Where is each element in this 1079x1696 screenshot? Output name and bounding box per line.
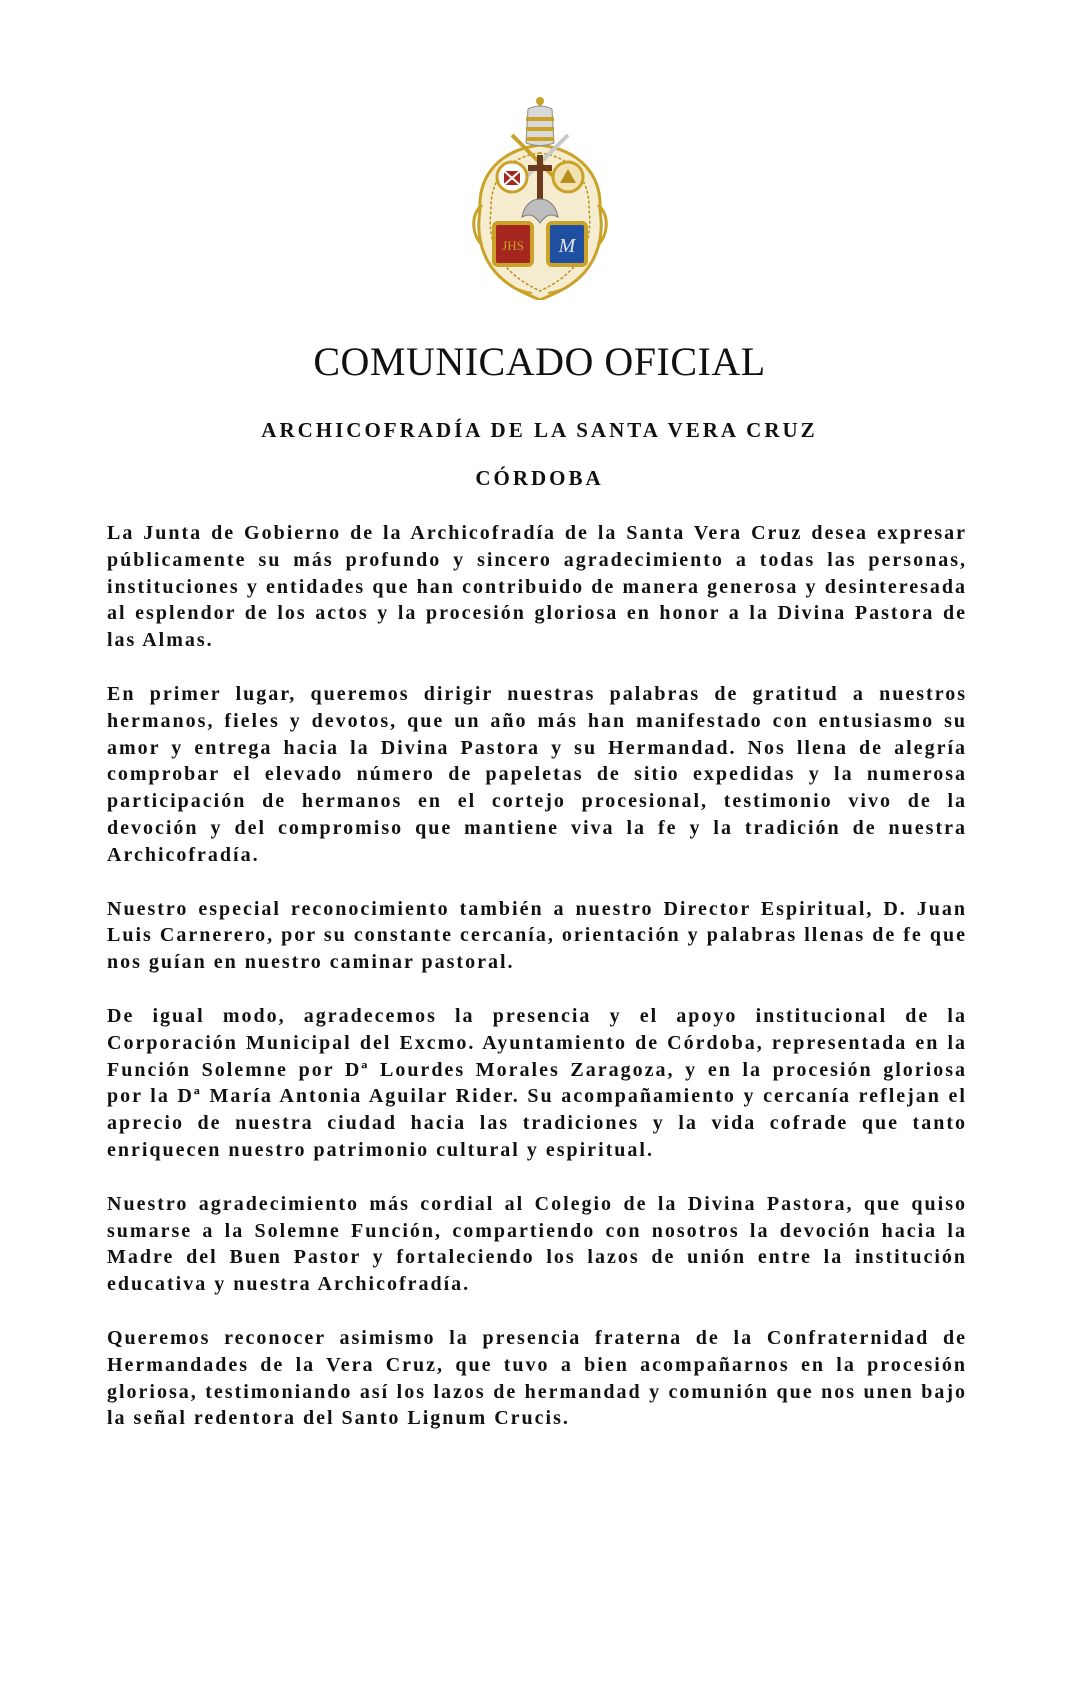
paragraph: En primer lugar, queremos dirigir nuestras palabras de gratitud a nuestros hermanos, fieles y devotos, que un año más han manifestado con entusiasmo su amor y entrega hacia la Divina Pastora y su Hermandad. Nos llena de alegría comprobar el elevado número de papeletas de sitio expedidas y la numerosa participación de hermanos en el cortejo procesional, testimonio vivo de la devoción y del compromiso que mantiene viva la fe y la tradición de nuestra Archicofradía. bbox=[107, 682, 967, 866]
organization-name: ARCHICOFRADÍA DE LA SANTA VERA CRUZ bbox=[261, 418, 818, 442]
marian-monogram: M bbox=[558, 235, 576, 257]
page-title: COMUNICADO OFICIAL bbox=[313, 339, 766, 384]
paragraph: Nuestro agradecimiento más cordial al Colegio de la Divina Pastora, que quiso sumarse a la Solemne Función, compartiendo con nosotros la devoción hacia la Madre del Buen Pastor y fortaleciendo los lazos de unión entre la institución educativa y nuestra Archicofradía. bbox=[107, 1192, 967, 1296]
paragraph: Nuestro especial reconocimiento también a nuestro Director Espiritual, D. Juan Luis Carnerero, por su constante cercanía, orientación y palabras llenas de fe que nos guían en nuestro caminar pastoral. bbox=[107, 897, 967, 974]
city-name: CÓRDOBA bbox=[475, 466, 604, 490]
archicofradia-crest-logo bbox=[460, 95, 620, 300]
paragraph: Queremos reconocer asimismo la presencia fraterna de la Confraternidad de Hermandades de la Vera Cruz, que tuvo a bien acompañarnos en la procesión gloriosa, testimoniando así los lazos de hermandad y comunión que nos unen bajo la señal redentora del Santo Lignum Crucis. bbox=[107, 1326, 967, 1430]
paragraph: La Junta de Gobierno de la Archicofradía de la Santa Vera Cruz desea expresar públicamente su más profundo y sincero agradecimiento a todas las personas, instituciones y entidades que han contribuido de manera generosa y desinteresada al esplendor de los actos y la procesión gloriosa en honor a la Divina Pastora de las Almas. bbox=[107, 522, 967, 652]
paragraph: De igual modo, agradecemos la presencia y el apoyo institucional de la Corporación Municipal del Excmo. Ayuntamiento de Córdoba, representada en la Función Solemne por Dª Lourdes Morales Zaragoza, y en la procesión gloriosa por la Dª María Antonia Aguilar Rider. Su acompañamiento y cercanía reflejan el aprecio de nuestra ciudad hacia las tradiciones y la vida cofrade que tanto enriquecen nuestro patrimonio cultural y espiritual. bbox=[107, 1004, 967, 1161]
communique-body bbox=[107, 520, 967, 1459]
jhs-monogram: JHS bbox=[502, 238, 524, 253]
